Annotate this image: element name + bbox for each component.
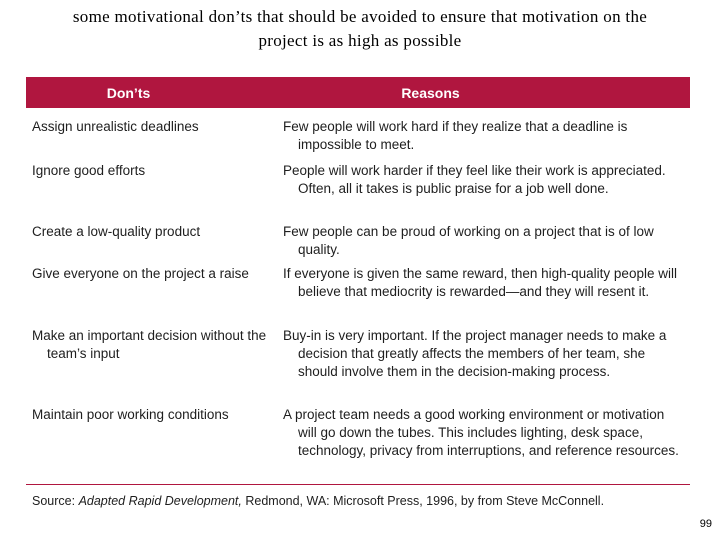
source-divider xyxy=(26,484,690,485)
header-donts: Don’ts xyxy=(106,84,151,101)
dont-cell: Create a low-quality product xyxy=(32,224,201,239)
table-row xyxy=(26,162,690,198)
dont-cell: Give everyone on the project a raise xyxy=(32,266,249,281)
page-number: 99 xyxy=(699,518,712,530)
donts-table xyxy=(26,77,690,458)
dont-cell: Maintain poor working conditions xyxy=(32,407,229,422)
dont-cell: Assign unrealistic deadlines xyxy=(32,119,199,134)
reason-cell: Buy-in is very important. If the project manager needs to make a decision that greatly affects the members of her team, she should involve them in the decision-making process. xyxy=(283,328,667,379)
dont-cell: Ignore good efforts xyxy=(32,163,146,178)
table-row xyxy=(26,327,690,381)
source-prefix: Source: xyxy=(32,494,79,508)
reason-cell: Few people will work hard if they realize that a deadline is impossible to meet. xyxy=(283,119,628,152)
table-header xyxy=(26,77,690,108)
table-row xyxy=(26,118,690,154)
title-line-2: project is as high as possible xyxy=(258,31,462,50)
reason-cell: A project team needs a good working environment or motivation will go down the tubes. This includes lighting, desk space, technology, privacy from interruptions, and reference resources. xyxy=(283,407,679,458)
slide-title xyxy=(0,5,720,53)
reason-cell: People will work harder if they feel like their work is appreciated. Often, all it takes is public praise for a job well done. xyxy=(283,163,666,196)
table-row xyxy=(26,406,690,460)
table-row xyxy=(26,223,690,259)
reason-cell: Few people can be proud of working on a project that is of low quality. xyxy=(283,224,654,257)
source-citation xyxy=(32,494,604,508)
reason-cell: If everyone is given the same reward, then high-quality people will believe that mediocrity is rewarded—and they will resent it. xyxy=(283,266,677,299)
source-suffix: Redmond, WA: Microsoft Press, 1996, by from Steve McConnell. xyxy=(241,494,605,508)
header-reasons: Reasons xyxy=(401,84,460,101)
source-book-title: Adapted Rapid Development, xyxy=(78,494,242,508)
table-row xyxy=(26,265,690,301)
title-line-1: some motivational don’ts that should be avoided to ensure that motivation on the xyxy=(72,7,648,26)
dont-cell: Make an important decision without the team’s input xyxy=(32,328,267,361)
